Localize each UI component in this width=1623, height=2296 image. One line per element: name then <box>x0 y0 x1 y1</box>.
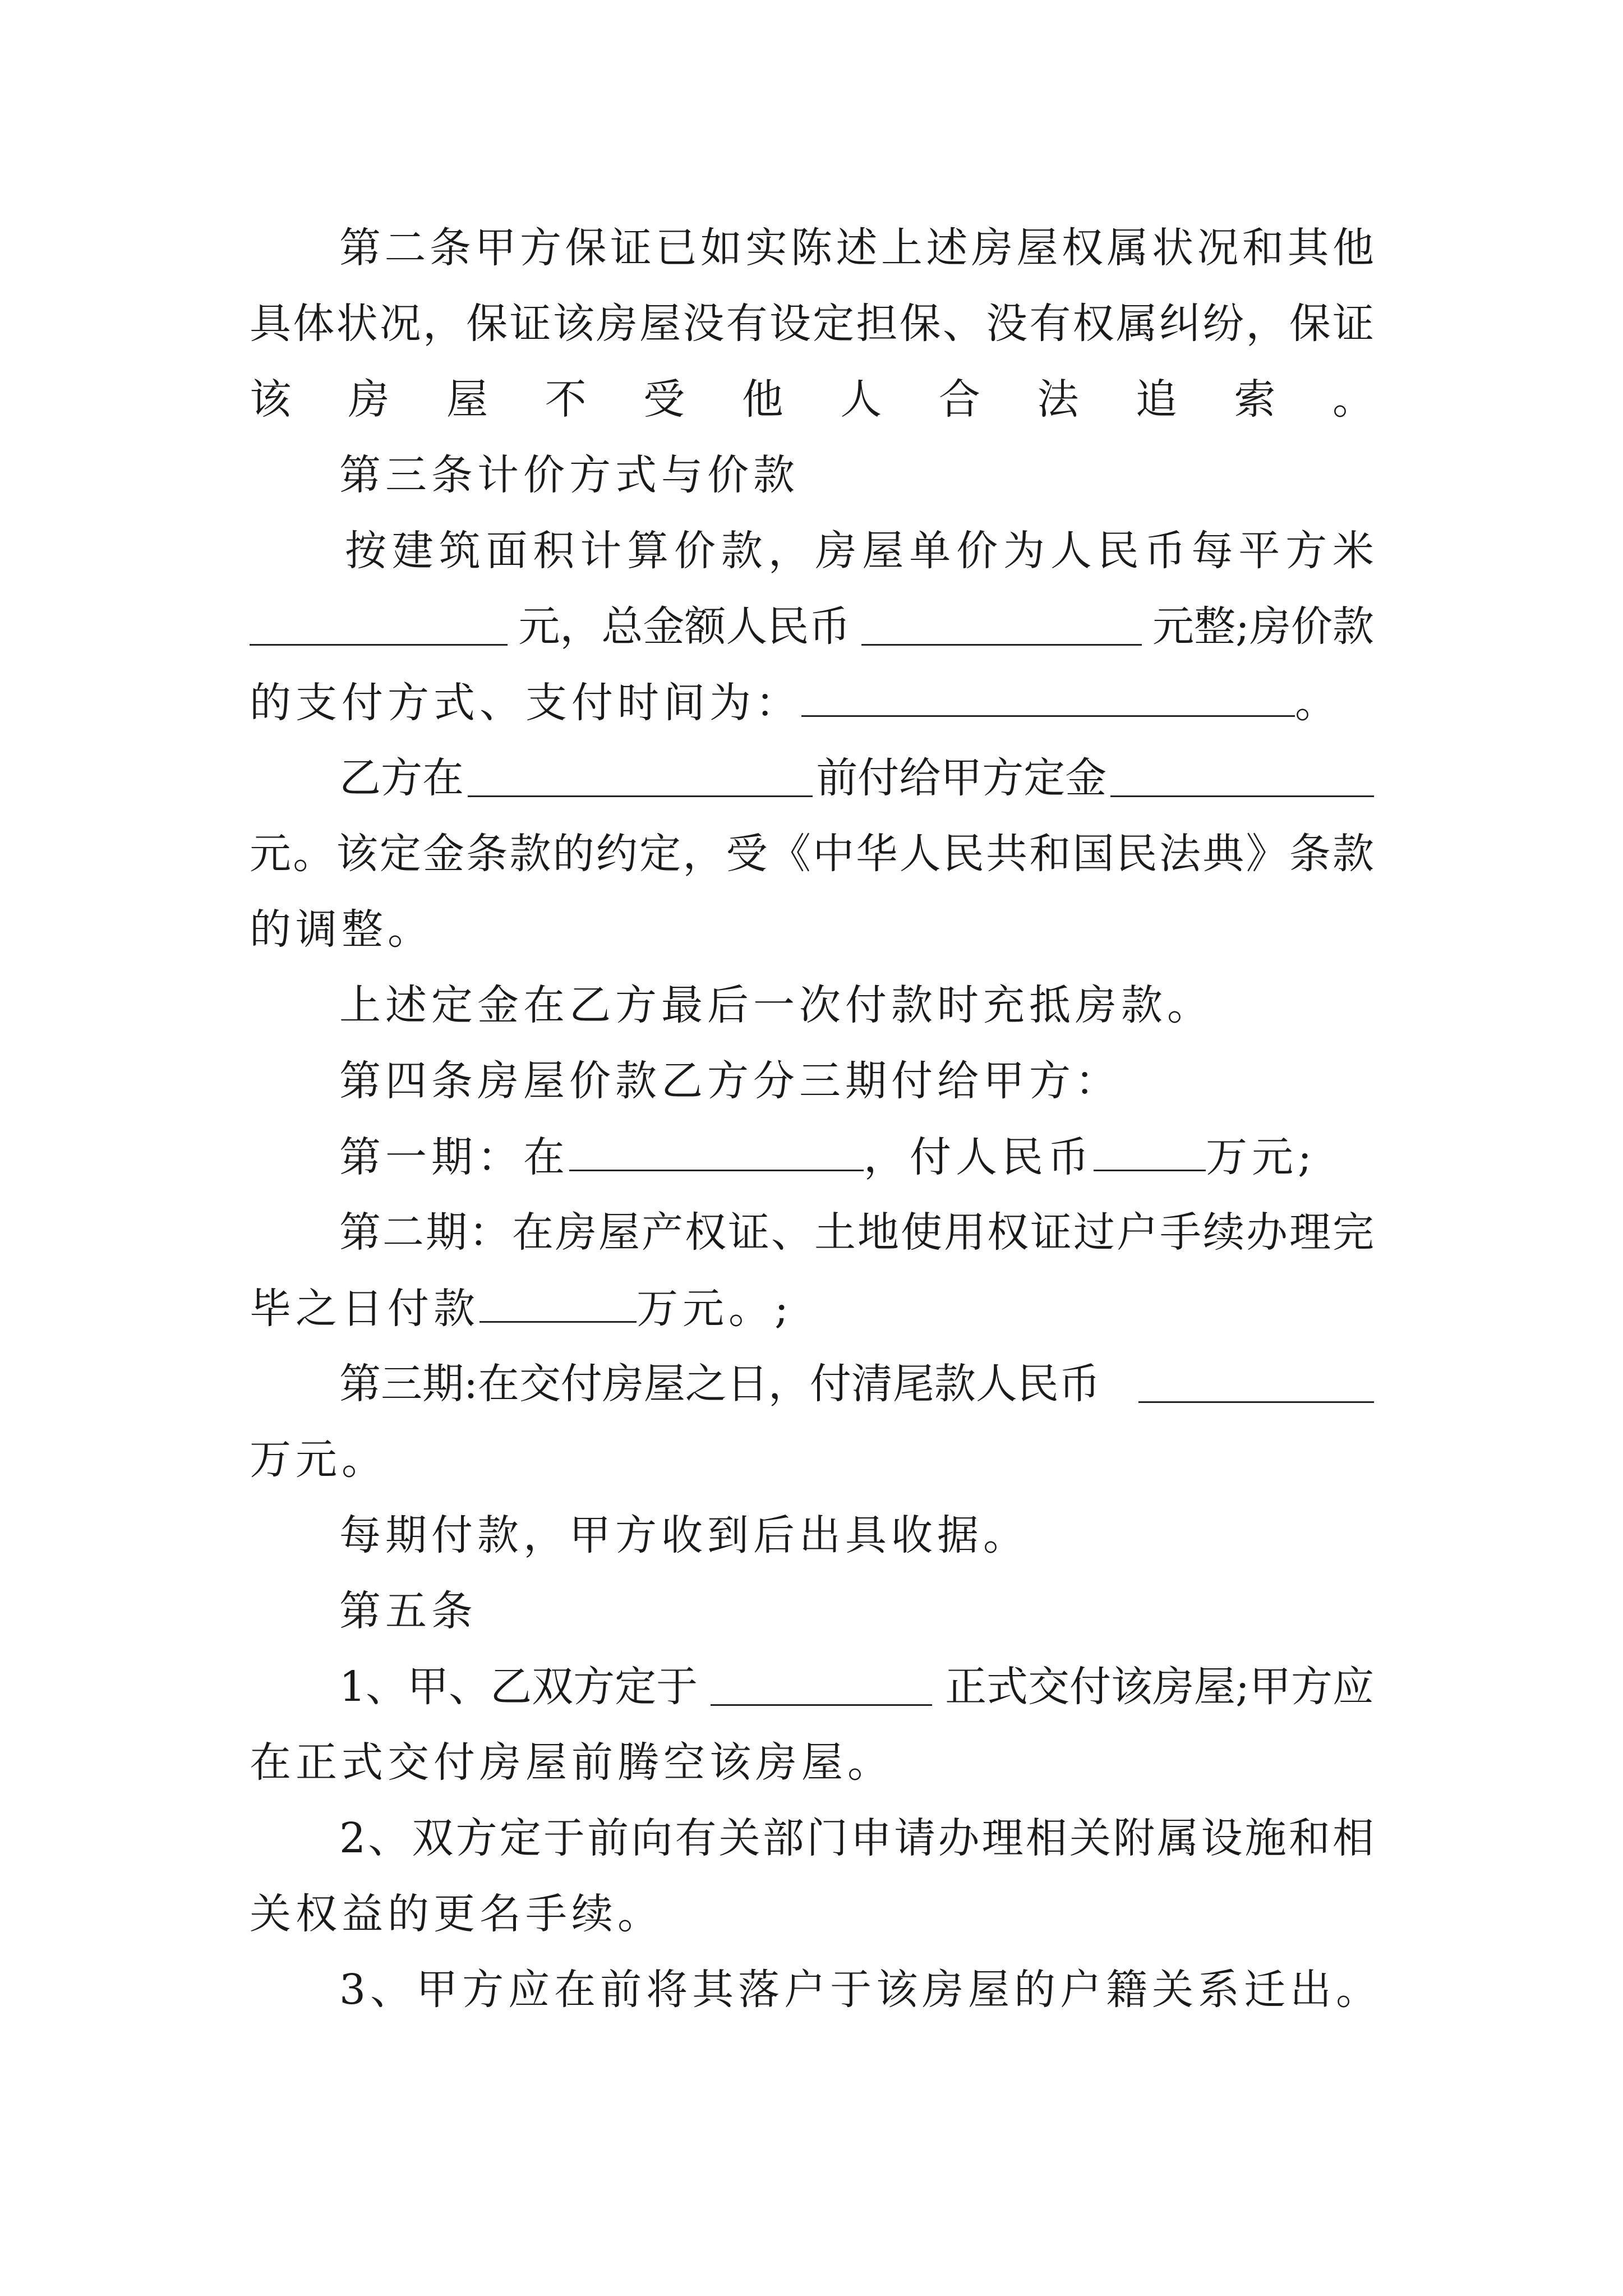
paragraph-line <box>250 1738 893 1787</box>
fill-in-blank <box>569 1136 864 1171</box>
paragraph-line <box>339 1663 1374 1711</box>
text-line: 第三条计价方式与价款 <box>339 451 799 499</box>
fill-in-blank <box>479 1287 637 1323</box>
text-segment: 1、甲、乙双方定于 <box>339 1663 698 1711</box>
text-line: 每期付款，甲方收到后出具收据。 <box>339 1511 1029 1559</box>
text-line: 第四条房屋价款乙方分三期付给甲方： <box>339 1057 1121 1105</box>
text-line: 3、甲方应在前将其落户于该房屋的户籍关系迁出。 <box>339 1966 1382 2014</box>
paragraph-line <box>345 527 1380 575</box>
text-segment: 乙方在 <box>339 754 464 802</box>
fill-in-blank <box>1110 762 1374 797</box>
article-heading <box>339 1587 477 1635</box>
text-line: 上述定金在乙方最后一次付款时充抵房款。 <box>339 981 1213 1029</box>
paragraph-line <box>339 224 1378 272</box>
paragraph-line <box>250 1890 663 1938</box>
text-line: 该房屋不受他人合法追索。 <box>250 375 1431 424</box>
paragraph-line <box>250 375 1431 424</box>
paragraph-line <box>250 300 1376 348</box>
text-segment: 前付给甲方定金 <box>816 754 1107 802</box>
text-segment: 万元; <box>1206 1133 1316 1181</box>
text-segment: 正式交付该房屋;甲方应 <box>945 1663 1374 1711</box>
text-segment: 万元。; <box>637 1285 793 1333</box>
text-line: 第二条甲方保证已如实陈述上述房屋权属状况和其他 <box>339 224 1378 272</box>
text-line: 2、双方定于前向有关部门申请办理相关附属设施和相 <box>339 1814 1377 1862</box>
paragraph-line <box>250 905 434 954</box>
text-line: 第五条 <box>339 1587 477 1635</box>
text-line: 第二期：在房屋产权证、土地使用权证过户手续办理完 <box>339 1208 1376 1257</box>
paragraph-line <box>339 1511 1029 1559</box>
paragraph-line <box>339 1814 1377 1862</box>
paragraph-line <box>250 830 1376 878</box>
text-segment: 。 <box>1295 679 1341 727</box>
text-segment: 毕之日付款 <box>250 1285 479 1333</box>
paragraph-line <box>250 602 1374 651</box>
paragraph-line <box>250 679 1341 727</box>
fill-in-blank <box>711 1671 932 1706</box>
paragraph-line <box>339 1208 1376 1257</box>
text-line: 关权益的更名手续。 <box>250 1890 663 1938</box>
article-heading <box>339 451 799 499</box>
article-heading <box>339 1057 1121 1105</box>
text-line: 的调整。 <box>250 905 434 954</box>
text-segment: 第一期：在 <box>339 1133 569 1181</box>
paragraph-line <box>339 1966 1382 2014</box>
paragraph-line <box>339 754 1374 802</box>
paragraph-line <box>339 1360 1374 1408</box>
fill-in-blank <box>468 762 813 797</box>
fill-in-blank <box>861 610 1142 646</box>
text-line: 万元。 <box>250 1435 388 1484</box>
paragraph-line <box>250 1435 388 1484</box>
text-segment: 第三期:在交付房屋之日，付清尾款人民币 <box>339 1360 1100 1408</box>
text-line: 元。该定金条款的约定，受《中华人民共和国民法典》条款 <box>250 830 1376 878</box>
text-segment: 元整;房价款 <box>1152 602 1374 651</box>
text-line: 在正式交付房屋前腾空该房屋。 <box>250 1738 893 1787</box>
paragraph-line <box>250 1285 793 1333</box>
text-segment: 元，总金额人民币 <box>518 602 851 651</box>
text-line: 具体状况，保证该房屋没有设定担保、没有权属纠纷，保证 <box>250 300 1376 348</box>
text-segment: 的支付方式、支付时间为： <box>250 679 801 727</box>
fill-in-blank <box>1094 1136 1206 1171</box>
paragraph-line <box>339 1133 1316 1181</box>
text-segment: ，付人民币 <box>864 1133 1094 1181</box>
paragraph-line <box>339 981 1213 1029</box>
text-line: 按建筑面积计算价款，房屋单价为人民币每平方米 <box>345 527 1380 575</box>
fill-in-blank <box>801 682 1295 717</box>
fill-in-blank <box>250 610 508 646</box>
fill-in-blank <box>1138 1368 1374 1403</box>
